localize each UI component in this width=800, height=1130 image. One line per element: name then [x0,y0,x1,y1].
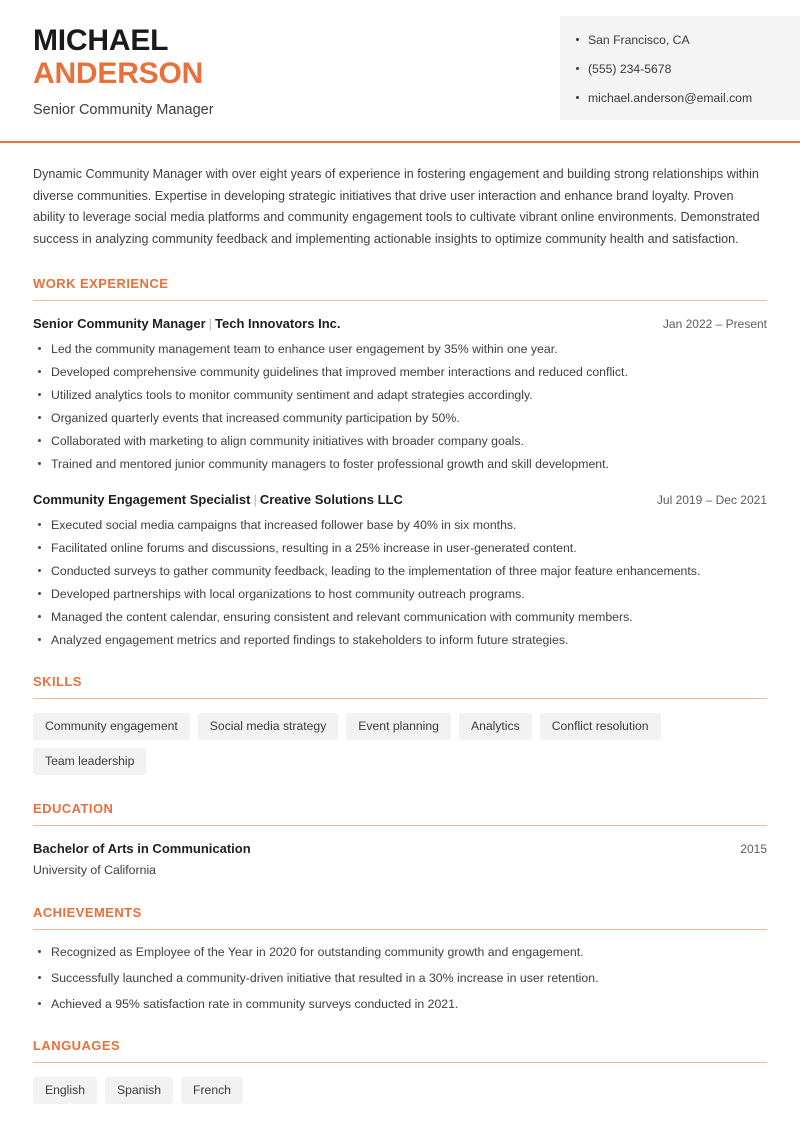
experience-entry [33,491,767,648]
list-item [33,586,767,602]
contact-email-text: michael.anderson@email.com [588,91,753,105]
bullet-icon [38,546,41,549]
title-separator: | [208,316,213,331]
education-school: University of California [33,863,157,877]
experience-role: Community Engagement Specialist [33,492,251,507]
bullet-icon [38,615,41,618]
list-item [33,609,767,625]
achievements-bullets [33,944,767,1012]
bullet-icon [38,523,41,526]
list-item [33,970,767,986]
experience-company: Tech Innovators Inc. [215,316,341,331]
section-work-experience [33,276,767,648]
language-chip: English [33,1077,97,1104]
bullet-text: Achieved a 95% satisfaction rate in community surveys conducted in 2021. [51,997,459,1011]
skill-chip: Analytics [459,713,532,740]
experience-date: Jul 2019 – Dec 2021 [656,493,767,507]
section-title-skills: SKILLS [33,674,82,689]
experience-title [33,315,340,333]
contact-phone-text: (555) 234-5678 [588,62,672,76]
section-divider [33,825,767,826]
section-divider [33,1062,767,1063]
education-degree: Bachelor of Arts in Communication [33,841,251,856]
skills-chip-list [33,713,767,775]
experience-date: Jan 2022 – Present [662,317,767,331]
bullet-icon [38,393,41,396]
list-item [33,410,767,426]
section-divider [33,300,767,301]
section-education [33,801,767,879]
bullet-text: Collaborated with marketing to align community initiatives with broader company goals. [51,434,524,448]
last-name: ANDERSON [33,57,204,90]
title-separator: | [253,492,257,507]
list-item [33,540,767,556]
education-entry [33,840,767,879]
experience-entry [33,315,767,472]
resume-content [0,164,800,1104]
skill-chip: Event planning [346,713,451,740]
first-name: MICHAEL [33,24,169,57]
list-item [33,944,767,960]
experience-company: Creative Solutions LLC [259,492,403,507]
bullet-icon [38,462,41,465]
bullet-text: Led the community management team to enhance user engagement by 35% within one year. [51,342,558,356]
education-entry-header [33,840,767,858]
bullet-text: Analyzed engagement metrics and reported findings to stakeholders to inform future strategies. [51,633,569,647]
bullet-text: Managed the content calendar, ensuring consistent and relevant communication with community members. [51,610,633,624]
bullet-icon [38,416,41,419]
contact-list [574,33,786,105]
list-item [33,364,767,380]
bullet-icon [38,592,41,595]
bullet-text: Facilitated online forums and discussions, resulting in a 25% increase in user-generated content. [51,541,577,555]
bullet-text: Developed comprehensive community guidelines that improved member interactions and reduced conflict. [51,365,628,379]
section-title-work-experience: WORK EXPERIENCE [33,276,169,291]
bullet-text: Successfully launched a community-driven initiative that resulted in a 30% increase in user retention. [51,971,599,985]
bullet-text: Recognized as Employee of the Year in 2020 for outstanding community growth and engagement. [51,945,584,959]
bullet-icon [38,976,41,979]
bullet-icon [576,67,579,70]
experience-role: Senior Community Manager [33,316,206,331]
section-divider [33,698,767,699]
experience-bullets [33,517,767,648]
bullet-icon [38,638,41,641]
language-chip: Spanish [105,1077,173,1104]
list-item [33,632,767,648]
bullet-text: Trained and mentored junior community managers to foster professional growth and skill development. [51,457,609,471]
bullet-icon [38,370,41,373]
experience-bullets [33,341,767,472]
resume-header [0,0,800,120]
skill-chip: Conflict resolution [540,713,661,740]
bullet-icon [576,96,579,99]
professional-summary: Dynamic Community Manager with over eight years of experience in fostering engagement and building strong relationships within diverse communities. Expertise in developing strategic initiatives that drive user interaction and enhance brand loyalty. Proven ability to leverage social media platforms and community engagement tools to cultivate vibrant online environments. Demonstrated success in analyzing community feedback and implementing actionable insights to optimize community health and satisfaction. [33,167,760,246]
contact-box [560,16,800,120]
bullet-icon [576,38,579,41]
contact-item-email[interactable] [574,91,786,105]
bullet-text: Utilized analytics tools to monitor community sentiment and adapt strategies accordingly. [51,388,533,402]
list-item [33,387,767,403]
section-divider [33,929,767,930]
contact-location-text: San Francisco, CA [588,33,690,47]
list-item [33,517,767,533]
bullet-icon [38,439,41,442]
bullet-text: Executed social media campaigns that increased follower base by 40% in six months. [51,518,517,532]
bullet-icon [38,347,41,350]
list-item [33,341,767,357]
list-item [33,456,767,472]
education-year: 2015 [740,842,767,856]
section-skills [33,674,767,775]
experience-entry-header [33,491,767,509]
list-item [33,433,767,449]
experience-entry-header [33,315,767,333]
language-chip: French [181,1077,243,1104]
list-item [33,996,767,1012]
section-title-languages: LANGUAGES [33,1038,121,1053]
name-block [0,0,214,119]
bullet-icon [38,1002,41,1005]
bullet-text: Developed partnerships with local organizations to host community outreach programs. [51,587,525,601]
section-title-education: EDUCATION [33,801,114,816]
skill-chip: Team leadership [33,748,146,775]
contact-item-location [574,33,786,47]
section-achievements [33,905,767,1012]
header-divider [0,141,800,143]
skill-chip: Community engagement [33,713,190,740]
skill-chip: Social media strategy [198,713,339,740]
list-item [33,563,767,579]
experience-title [33,491,403,509]
header-job-title: Senior Community Manager [33,102,214,118]
bullet-text: Organized quarterly events that increased community participation by 50%. [51,411,460,425]
languages-chip-list [33,1077,767,1104]
section-languages [33,1038,767,1104]
bullet-text: Conducted surveys to gather community feedback, leading to the implementation of three major feature enhancements. [51,564,701,578]
bullet-icon [38,569,41,572]
section-title-achievements: ACHIEVEMENTS [33,905,142,920]
contact-item-phone[interactable] [574,62,786,76]
bullet-icon [38,950,41,953]
